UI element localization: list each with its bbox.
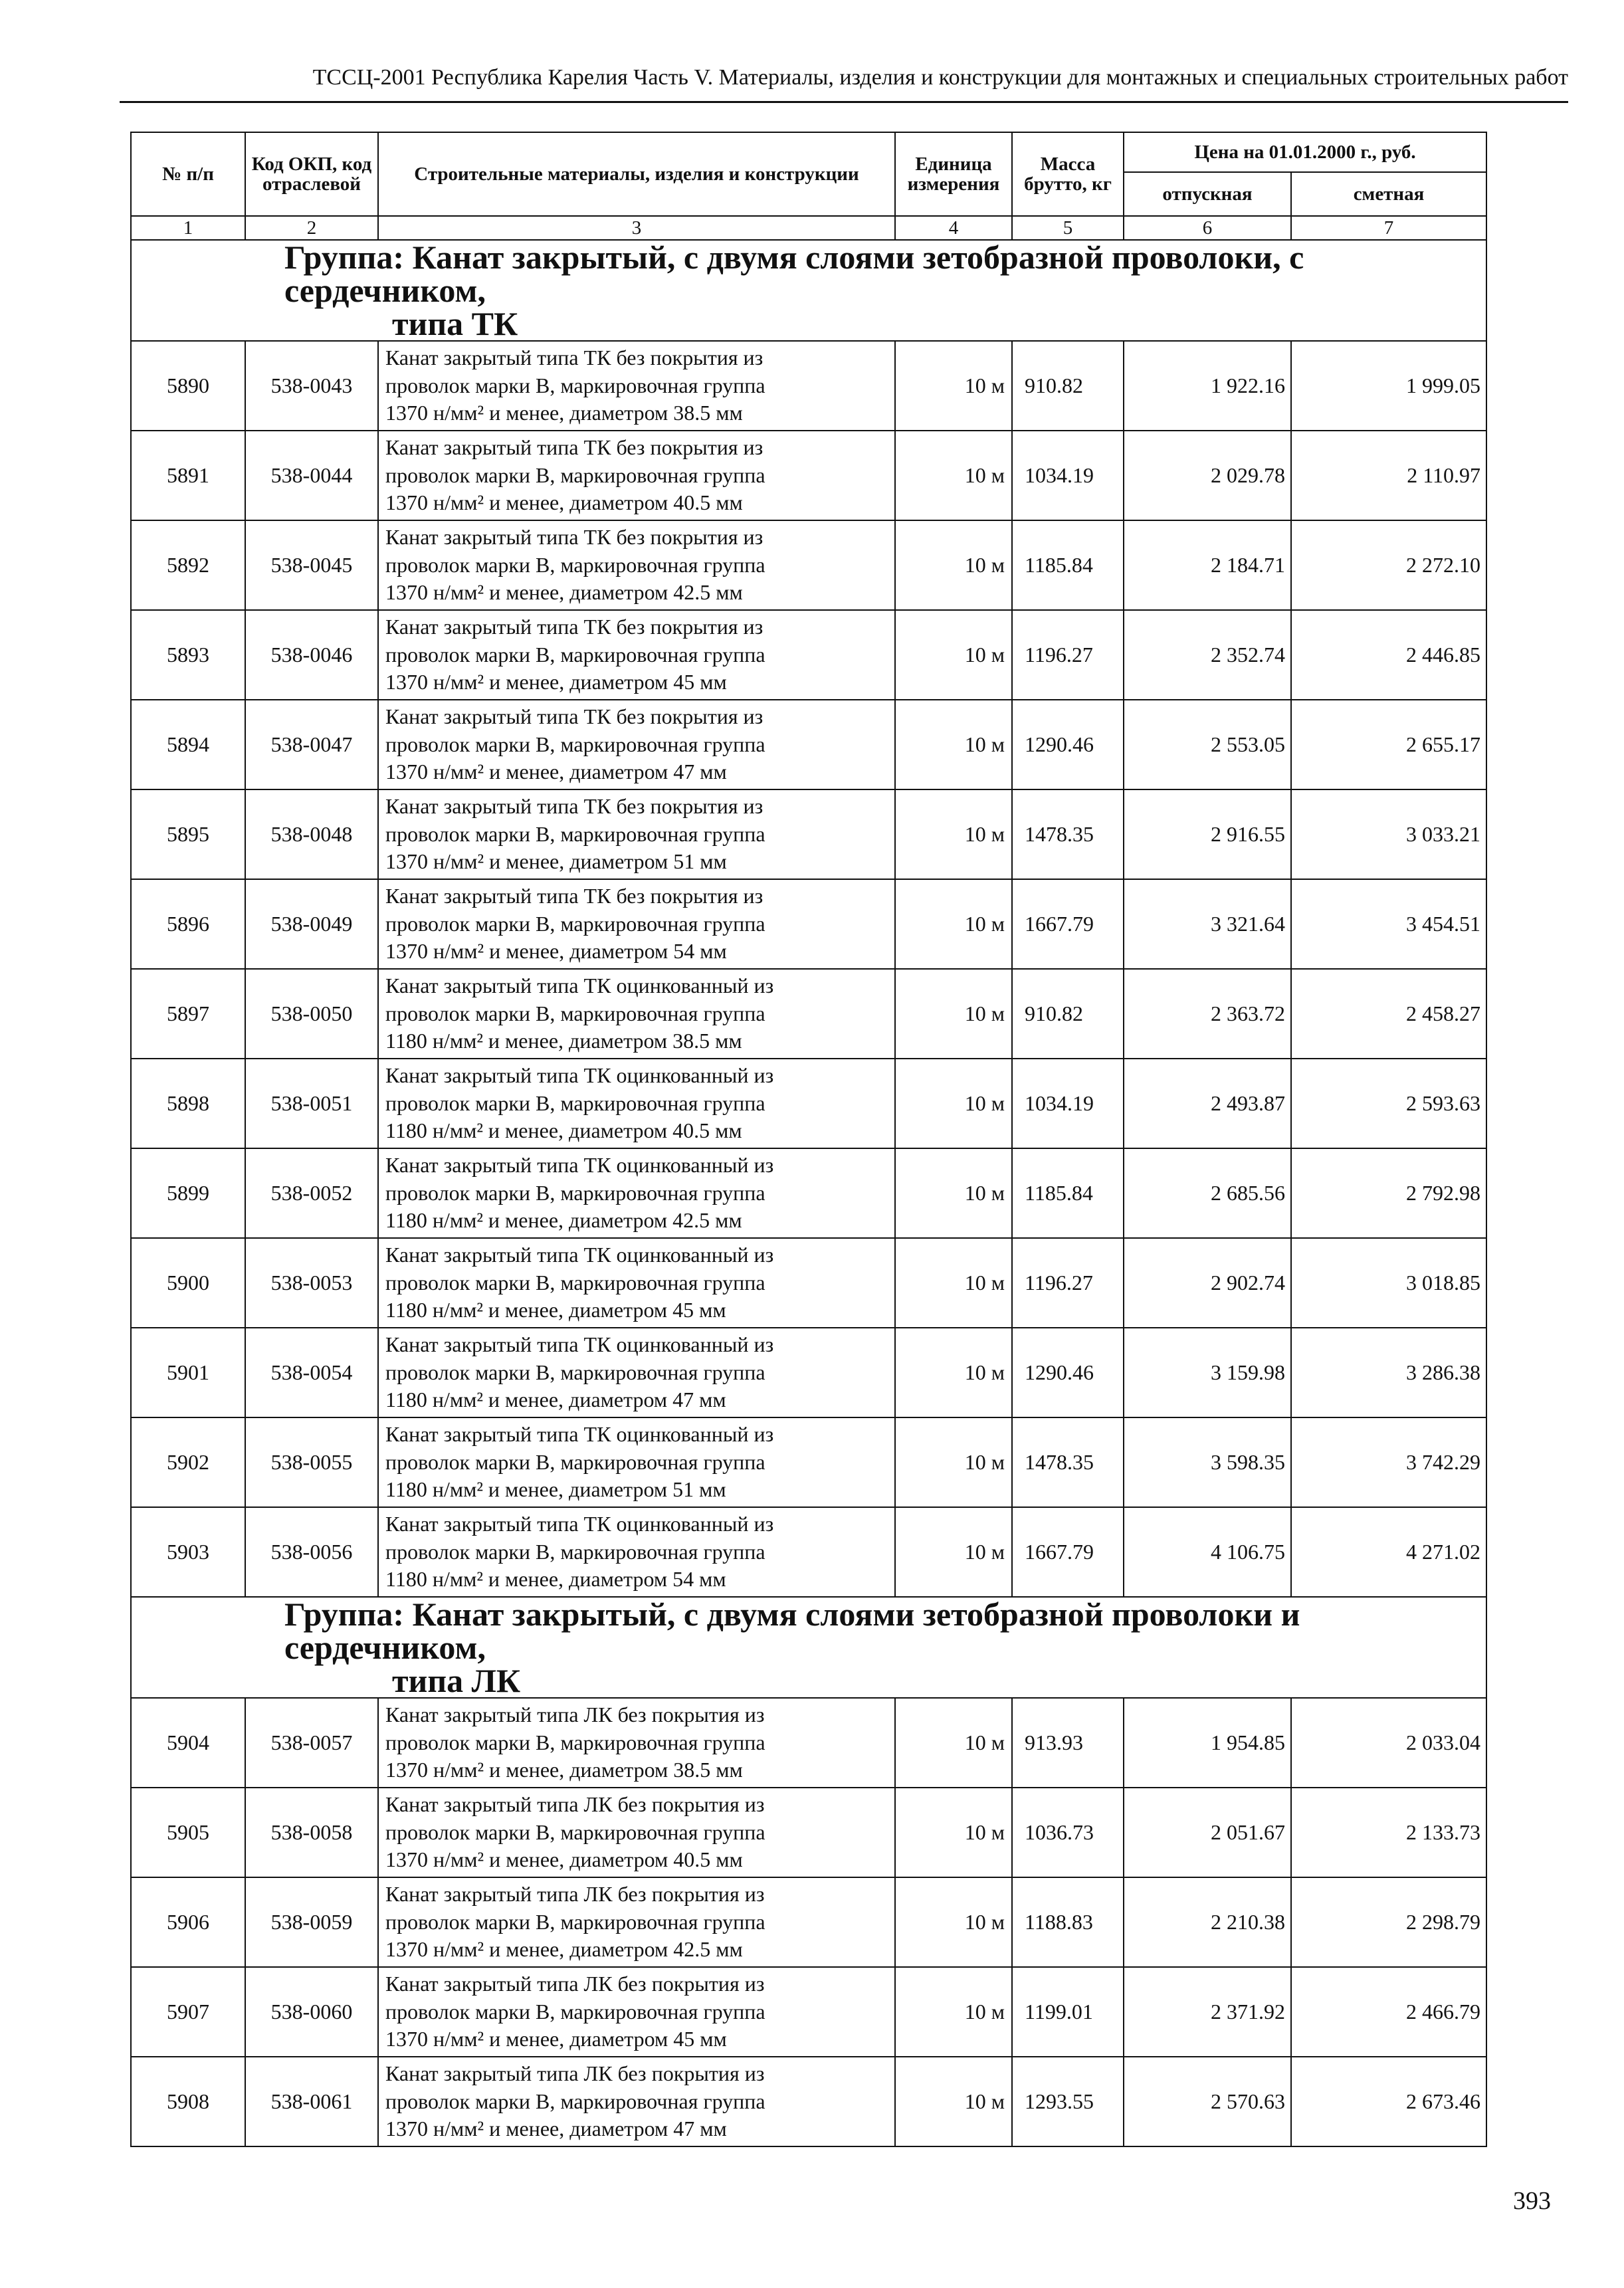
release-price: 2 051.67: [1124, 1788, 1291, 1877]
estimate-price: 2 033.04: [1291, 1698, 1486, 1788]
description-line: проволок марки В, маркировочная группа: [385, 1909, 765, 1934]
col-number: 7: [1291, 216, 1486, 240]
description-line: 1370 н/мм² и менее, диаметром 45 мм: [385, 2027, 727, 2051]
row-number: 5899: [131, 1148, 245, 1238]
row-number: 5903: [131, 1507, 245, 1597]
description-line: проволок марки В, маркировочная группа: [385, 732, 765, 756]
okp-code: 538-0052: [245, 1148, 378, 1238]
description-line: Канат закрытый типа ЛК без покрытия из: [385, 1882, 765, 1907]
description-line: 1370 н/мм² и менее, диаметром 47 мм: [385, 2117, 727, 2141]
unit-of-measure: 10 м: [895, 341, 1012, 431]
table-row: [131, 1148, 1486, 1238]
description-line: Канат закрытый типа ТК без покрытия из: [385, 704, 763, 729]
okp-code: 538-0055: [245, 1417, 378, 1507]
col-head-unit: Единица измерения: [895, 132, 1012, 216]
description-line: 1370 н/мм² и менее, диаметром 38.5 мм: [385, 1758, 743, 1782]
table-row: [131, 1417, 1486, 1507]
unit-of-measure: 10 м: [895, 1238, 1012, 1328]
group-title-text: [132, 1598, 1486, 1697]
table-row: [131, 1877, 1486, 1967]
group-title-line1: Группа: Канат закрытый, с двумя слоями зетобразной проволоки, с сердечником,: [284, 239, 1304, 309]
gross-mass: 1290.46: [1012, 1328, 1124, 1417]
group-title-line2: типа ЛК: [392, 1662, 521, 1699]
description-line: проволок марки В, маркировочная группа: [385, 1820, 765, 1844]
description-line: Канат закрытый типа ТК оцинкованный из: [385, 1243, 774, 1267]
release-price: 2 210.38: [1124, 1877, 1291, 1967]
release-price: 3 321.64: [1124, 879, 1291, 969]
group-header-row: [131, 240, 1486, 341]
description-line: Канат закрытый типа ТК оцинкованный из: [385, 1422, 774, 1447]
description-line: Канат закрытый типа ЛК без покрытия из: [385, 1703, 765, 1727]
gross-mass: 1185.84: [1012, 520, 1124, 610]
description-line: проволок марки В, маркировочная группа: [385, 1999, 765, 2024]
description-line: проволок марки В, маркировочная группа: [385, 1180, 765, 1205]
description-line: Канат закрытый типа ТК без покрытия из: [385, 615, 763, 639]
col-head-price-group: Цена на 01.01.2000 г., руб.: [1124, 132, 1486, 172]
description-line: 1180 н/мм² и менее, диаметром 42.5 мм: [385, 1208, 742, 1233]
group-title-line1: Группа: Канат закрытый, с двумя слоями зетобразной проволоки и сердечником,: [284, 1596, 1300, 1666]
row-number: 5901: [131, 1328, 245, 1417]
description-line: Канат закрытый типа ЛК без покрытия из: [385, 1972, 765, 1996]
material-description: [378, 431, 895, 520]
gross-mass: 1199.01: [1012, 1967, 1124, 2057]
row-number: 5906: [131, 1877, 245, 1967]
release-price: 2 371.92: [1124, 1967, 1291, 2057]
description-line: проволок марки В, маркировочная группа: [385, 821, 765, 846]
col-number: 3: [378, 216, 895, 240]
unit-of-measure: 10 м: [895, 1059, 1012, 1148]
table-row: [131, 520, 1486, 610]
col-head-material: Строительные материалы, изделия и конструкции: [378, 132, 895, 216]
row-number: 5896: [131, 879, 245, 969]
okp-code: 538-0046: [245, 610, 378, 700]
table-row: [131, 610, 1486, 700]
table-row: [131, 341, 1486, 431]
okp-code: 538-0059: [245, 1877, 378, 1967]
material-description: [378, 879, 895, 969]
estimate-price: 3 033.21: [1291, 789, 1486, 879]
estimate-price: 2 593.63: [1291, 1059, 1486, 1148]
col-number: 6: [1124, 216, 1291, 240]
material-description: [378, 1148, 895, 1238]
estimate-price: 3 286.38: [1291, 1328, 1486, 1417]
gross-mass: 1196.27: [1012, 1238, 1124, 1328]
unit-of-measure: 10 м: [895, 431, 1012, 520]
description-line: 1180 н/мм² и менее, диаметром 45 мм: [385, 1298, 726, 1322]
release-price: 2 352.74: [1124, 610, 1291, 700]
description-line: проволок марки В, маркировочная группа: [385, 373, 765, 397]
col-head-num: № п/п: [131, 132, 245, 216]
description-line: Канат закрытый типа ТК оцинкованный из: [385, 1153, 774, 1178]
description-line: 1370 н/мм² и менее, диаметром 45 мм: [385, 670, 727, 694]
okp-code: 538-0054: [245, 1328, 378, 1417]
column-number-row: [131, 216, 1486, 240]
okp-code: 538-0044: [245, 431, 378, 520]
release-price: 2 029.78: [1124, 431, 1291, 520]
material-description: [378, 520, 895, 610]
description-line: проволок марки В, маркировочная группа: [385, 642, 765, 667]
unit-of-measure: 10 м: [895, 1507, 1012, 1597]
description-line: 1180 н/мм² и менее, диаметром 51 мм: [385, 1477, 726, 1502]
unit-of-measure: 10 м: [895, 1967, 1012, 2057]
description-line: 1370 н/мм² и менее, диаметром 54 мм: [385, 939, 727, 964]
row-number: 5891: [131, 431, 245, 520]
col-head-price-estimate: сметная: [1291, 172, 1486, 216]
gross-mass: 1478.35: [1012, 789, 1124, 879]
gross-mass: 1188.83: [1012, 1877, 1124, 1967]
okp-code: 538-0043: [245, 341, 378, 431]
table-row: [131, 1238, 1486, 1328]
material-description: [378, 1877, 895, 1967]
description-line: 1180 н/мм² и менее, диаметром 40.5 мм: [385, 1118, 742, 1143]
col-head-mass: Масса брутто, кг: [1012, 132, 1124, 216]
row-number: 5890: [131, 341, 245, 431]
row-number: 5900: [131, 1238, 245, 1328]
row-number: 5908: [131, 2057, 245, 2146]
table-row: [131, 1698, 1486, 1788]
unit-of-measure: 10 м: [895, 610, 1012, 700]
gross-mass: 913.93: [1012, 1698, 1124, 1788]
unit-of-measure: 10 м: [895, 969, 1012, 1059]
table-row: [131, 1059, 1486, 1148]
gross-mass: 1034.19: [1012, 1059, 1124, 1148]
okp-code: 538-0051: [245, 1059, 378, 1148]
running-header: ТССЦ-2001 Республика Карелия Часть V. Материалы, изделия и конструкции для монтажных и специальных строительных работ: [312, 65, 1568, 90]
estimate-price: 1 999.05: [1291, 341, 1486, 431]
header-rule: [120, 101, 1568, 103]
description-line: проволок марки В, маркировочная группа: [385, 463, 765, 487]
unit-of-measure: 10 м: [895, 700, 1012, 789]
estimate-price: 2 110.97: [1291, 431, 1486, 520]
table-row: [131, 1788, 1486, 1877]
gross-mass: 1478.35: [1012, 1417, 1124, 1507]
estimate-price: 3 018.85: [1291, 1238, 1486, 1328]
gross-mass: 1036.73: [1012, 1788, 1124, 1877]
estimate-price: 3 742.29: [1291, 1417, 1486, 1507]
estimate-price: 3 454.51: [1291, 879, 1486, 969]
description-line: 1370 н/мм² и менее, диаметром 40.5 мм: [385, 490, 743, 515]
release-price: 2 363.72: [1124, 969, 1291, 1059]
material-description: [378, 789, 895, 879]
gross-mass: 1667.79: [1012, 1507, 1124, 1597]
description-line: Канат закрытый типа ТК без покрытия из: [385, 346, 763, 370]
table-row: [131, 789, 1486, 879]
description-line: Канат закрытый типа ТК оцинкованный из: [385, 1512, 774, 1536]
okp-code: 538-0047: [245, 700, 378, 789]
estimate-price: 2 466.79: [1291, 1967, 1486, 2057]
release-price: 4 106.75: [1124, 1507, 1291, 1597]
row-number: 5895: [131, 789, 245, 879]
description-line: проволок марки В, маркировочная группа: [385, 1539, 765, 1564]
okp-code: 538-0057: [245, 1698, 378, 1788]
row-number: 5898: [131, 1059, 245, 1148]
table-row: [131, 431, 1486, 520]
okp-code: 538-0053: [245, 1238, 378, 1328]
release-price: 3 598.35: [1124, 1417, 1291, 1507]
release-price: 2 553.05: [1124, 700, 1291, 789]
description-line: Канат закрытый типа ЛК без покрытия из: [385, 1792, 765, 1817]
description-line: проволок марки В, маркировочная группа: [385, 911, 765, 936]
material-description: [378, 700, 895, 789]
material-description: [378, 341, 895, 431]
row-number: 5904: [131, 1698, 245, 1788]
table-row: [131, 1328, 1486, 1417]
unit-of-measure: 10 м: [895, 1417, 1012, 1507]
description-line: Канат закрытый типа ТК без покрытия из: [385, 884, 763, 908]
gross-mass: 1196.27: [1012, 610, 1124, 700]
okp-code: 538-0045: [245, 520, 378, 610]
description-line: Канат закрытый типа ТК без покрытия из: [385, 435, 763, 460]
row-number: 5905: [131, 1788, 245, 1877]
description-line: 1370 н/мм² и менее, диаметром 40.5 мм: [385, 1847, 743, 1872]
description-line: проволок марки В, маркировочная группа: [385, 552, 765, 577]
row-number: 5902: [131, 1417, 245, 1507]
description-line: 1370 н/мм² и менее, диаметром 42.5 мм: [385, 1937, 743, 1962]
description-line: 1180 н/мм² и менее, диаметром 47 мм: [385, 1388, 726, 1412]
unit-of-measure: 10 м: [895, 1788, 1012, 1877]
description-line: проволок марки В, маркировочная группа: [385, 1360, 765, 1384]
description-line: Канат закрытый типа ТК оцинкованный из: [385, 1063, 774, 1088]
estimate-price: 2 446.85: [1291, 610, 1486, 700]
row-number: 5897: [131, 969, 245, 1059]
description-line: Канат закрытый типа ЛК без покрытия из: [385, 2061, 765, 2086]
unit-of-measure: 10 м: [895, 1328, 1012, 1417]
estimate-price: 2 133.73: [1291, 1788, 1486, 1877]
group-title-text: [132, 241, 1486, 340]
gross-mass: 910.82: [1012, 969, 1124, 1059]
description-line: проволок марки В, маркировочная группа: [385, 1730, 765, 1754]
col-number: 4: [895, 216, 1012, 240]
description-line: Канат закрытый типа ТК без покрытия из: [385, 525, 763, 550]
col-head-price-release: отпускная: [1124, 172, 1291, 216]
estimate-price: 2 655.17: [1291, 700, 1486, 789]
row-number: 5907: [131, 1967, 245, 2057]
table-row: [131, 2057, 1486, 2146]
material-description: [378, 1328, 895, 1417]
description-line: 1370 н/мм² и менее, диаметром 42.5 мм: [385, 580, 743, 605]
release-price: 3 159.98: [1124, 1328, 1291, 1417]
description-line: Канат закрытый типа ТК оцинкованный из: [385, 974, 774, 998]
group-title-line2: типа ТК: [392, 305, 518, 342]
material-description: [378, 1788, 895, 1877]
release-price: 2 685.56: [1124, 1148, 1291, 1238]
description-line: проволок марки В, маркировочная группа: [385, 1449, 765, 1474]
group-header-row: [131, 1597, 1486, 1698]
unit-of-measure: 10 м: [895, 520, 1012, 610]
material-description: [378, 969, 895, 1059]
material-description: [378, 2057, 895, 2146]
price-table: [130, 132, 1487, 2147]
material-description: [378, 1507, 895, 1597]
unit-of-measure: 10 м: [895, 1148, 1012, 1238]
row-number: 5893: [131, 610, 245, 700]
estimate-price: 2 458.27: [1291, 969, 1486, 1059]
description-line: 1180 н/мм² и менее, диаметром 38.5 мм: [385, 1029, 742, 1053]
description-line: Канат закрытый типа ТК оцинкованный из: [385, 1332, 774, 1357]
table-row: [131, 879, 1486, 969]
gross-mass: 1667.79: [1012, 879, 1124, 969]
col-number: 5: [1012, 216, 1124, 240]
okp-code: 538-0058: [245, 1788, 378, 1877]
release-price: 2 570.63: [1124, 2057, 1291, 2146]
col-head-code: Код ОКП, код отраслевой: [245, 132, 378, 216]
col-number: 1: [131, 216, 245, 240]
release-price: 2 902.74: [1124, 1238, 1291, 1328]
table-row: [131, 1507, 1486, 1597]
okp-code: 538-0050: [245, 969, 378, 1059]
group-title: [131, 240, 1486, 341]
gross-mass: 1034.19: [1012, 431, 1124, 520]
page-number: 393: [1513, 2187, 1551, 2215]
estimate-price: 2 792.98: [1291, 1148, 1486, 1238]
row-number: 5892: [131, 520, 245, 610]
okp-code: 538-0060: [245, 1967, 378, 2057]
description-line: 1370 н/мм² и менее, диаметром 47 мм: [385, 760, 727, 784]
okp-code: 538-0061: [245, 2057, 378, 2146]
material-description: [378, 1238, 895, 1328]
unit-of-measure: 10 м: [895, 789, 1012, 879]
estimate-price: 4 271.02: [1291, 1507, 1486, 1597]
estimate-price: 2 673.46: [1291, 2057, 1486, 2146]
release-price: 2 184.71: [1124, 520, 1291, 610]
unit-of-measure: 10 м: [895, 879, 1012, 969]
release-price: 2 916.55: [1124, 789, 1291, 879]
description-line: проволок марки В, маркировочная группа: [385, 1001, 765, 1025]
release-price: 1 922.16: [1124, 341, 1291, 431]
release-price: 1 954.85: [1124, 1698, 1291, 1788]
material-description: [378, 1967, 895, 2057]
unit-of-measure: 10 м: [895, 1877, 1012, 1967]
release-price: 2 493.87: [1124, 1059, 1291, 1148]
description-line: 1180 н/мм² и менее, диаметром 54 мм: [385, 1567, 726, 1592]
col-number: 2: [245, 216, 378, 240]
gross-mass: 1290.46: [1012, 700, 1124, 789]
description-line: Канат закрытый типа ТК без покрытия из: [385, 794, 763, 819]
estimate-price: 2 272.10: [1291, 520, 1486, 610]
unit-of-measure: 10 м: [895, 1698, 1012, 1788]
gross-mass: 1293.55: [1012, 2057, 1124, 2146]
okp-code: 538-0056: [245, 1507, 378, 1597]
material-description: [378, 1417, 895, 1507]
gross-mass: 1185.84: [1012, 1148, 1124, 1238]
description-line: 1370 н/мм² и менее, диаметром 38.5 мм: [385, 401, 743, 425]
material-description: [378, 610, 895, 700]
gross-mass: 910.82: [1012, 341, 1124, 431]
description-line: проволок марки В, маркировочная группа: [385, 1091, 765, 1115]
description-line: 1370 н/мм² и менее, диаметром 51 мм: [385, 849, 727, 874]
material-description: [378, 1059, 895, 1148]
okp-code: 538-0048: [245, 789, 378, 879]
table-row: [131, 969, 1486, 1059]
okp-code: 538-0049: [245, 879, 378, 969]
table-row: [131, 1967, 1486, 2057]
description-line: проволок марки В, маркировочная группа: [385, 2089, 765, 2113]
row-number: 5894: [131, 700, 245, 789]
material-description: [378, 1698, 895, 1788]
estimate-price: 2 298.79: [1291, 1877, 1486, 1967]
unit-of-measure: 10 м: [895, 2057, 1012, 2146]
description-line: проволок марки В, маркировочная группа: [385, 1270, 765, 1295]
group-title: [131, 1597, 1486, 1698]
table-row: [131, 700, 1486, 789]
